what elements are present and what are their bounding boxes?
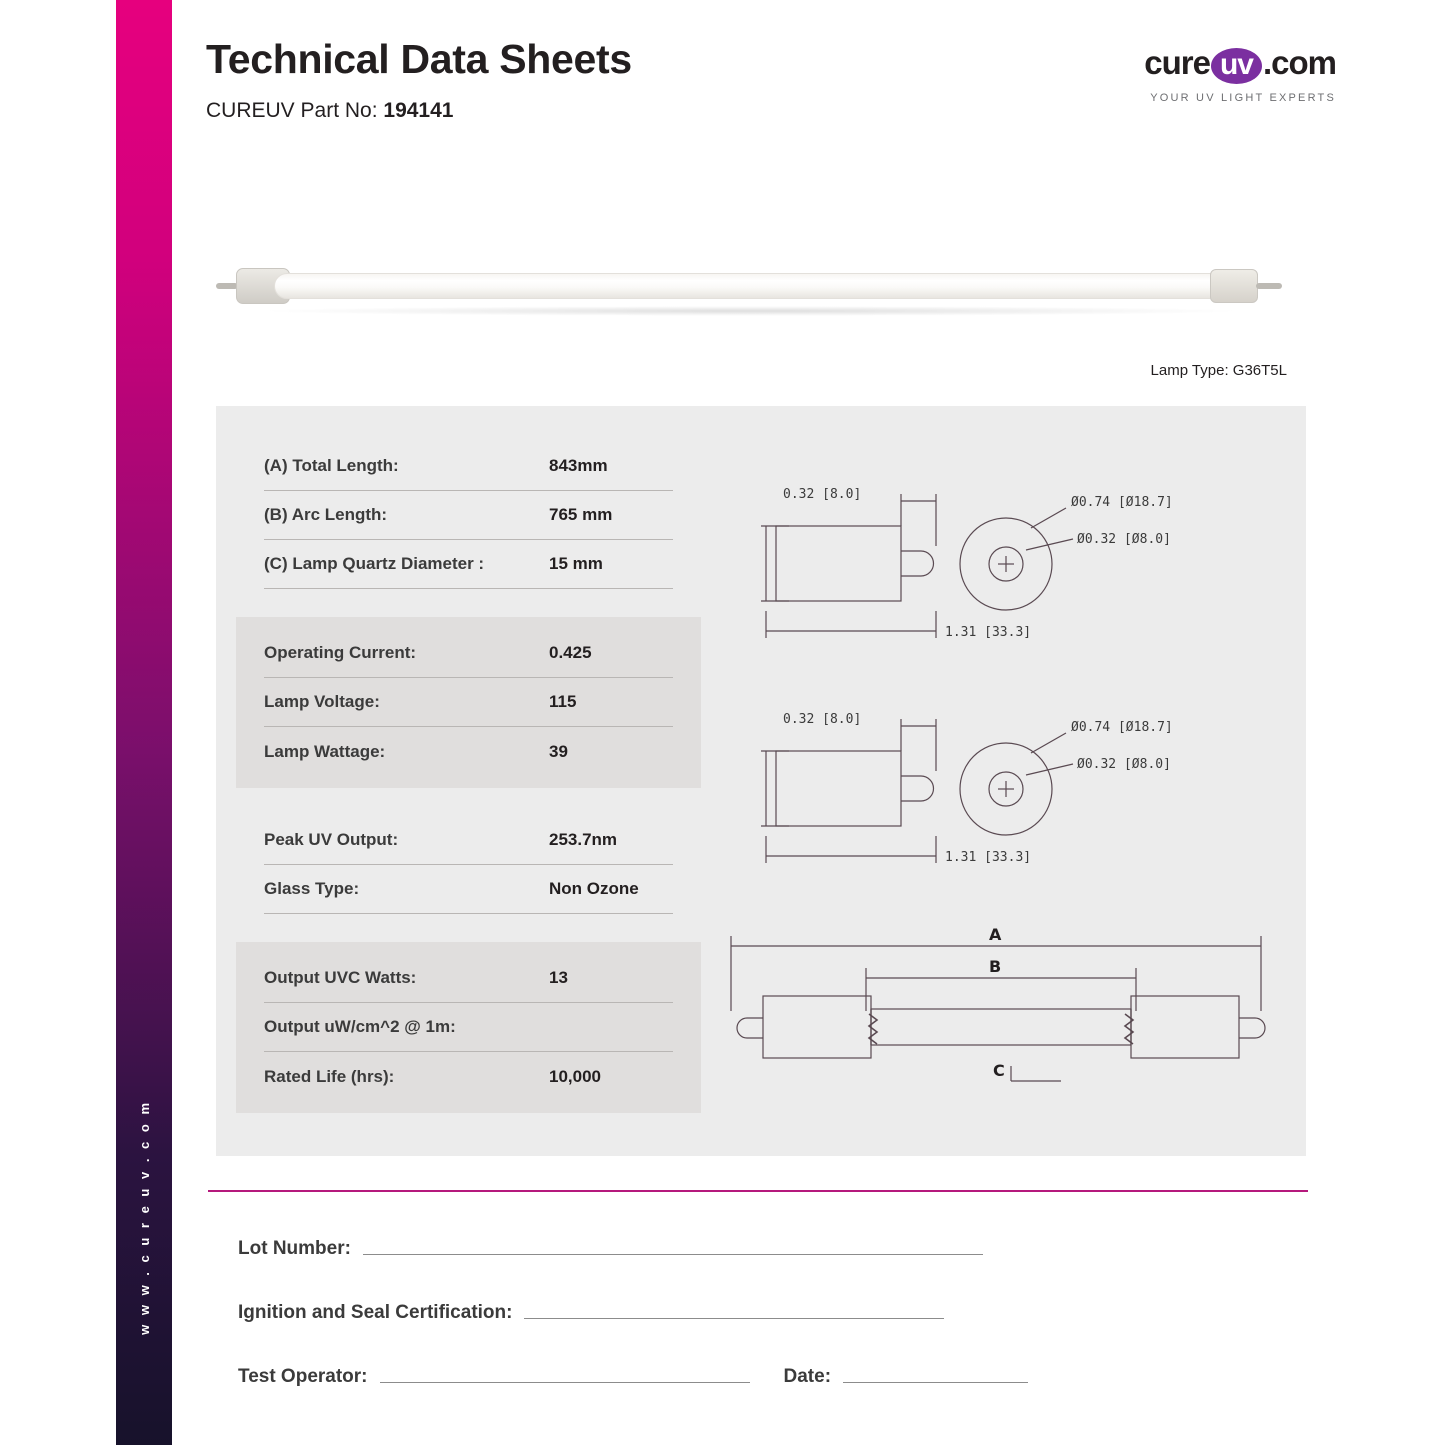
table-row (264, 727, 673, 776)
spec-label: (A) Total Length: (264, 456, 399, 475)
dia-outer-label-top: Ø0.74 [Ø18.7] (1071, 495, 1173, 510)
ignition-label: Ignition and Seal Certification: (238, 1302, 513, 1323)
specifications-table (236, 432, 701, 1113)
dim-bottom-label-top: 1.31 [33.3] (945, 625, 1032, 640)
dim-left-label-top: 0.32 [8.0] (783, 487, 862, 502)
spec-label: Peak UV Output: (264, 830, 399, 849)
date-input[interactable] (843, 1382, 1028, 1383)
table-row (264, 1052, 673, 1101)
header-titles (206, 36, 632, 123)
ignition-row (238, 1302, 1308, 1324)
spec-value: 253.7nm (549, 830, 618, 849)
table-row (264, 954, 673, 1003)
lamp-product-photo (216, 258, 1286, 316)
test-operator-input[interactable] (380, 1382, 750, 1383)
dim-left-label-bottom: 0.32 [8.0] (783, 712, 862, 727)
date-label: Date: (783, 1366, 832, 1387)
spec-label: (B) Arc Length: (264, 505, 388, 524)
spec-value: 115 (549, 692, 577, 711)
lot-number-input[interactable] (363, 1254, 983, 1255)
spacer (236, 924, 701, 942)
table-row (264, 491, 673, 540)
logo-cure-text: cure (1144, 44, 1210, 81)
spec-value: 10,000 (549, 1066, 601, 1086)
table-row (264, 678, 673, 727)
logo-tagline: YOUR UV LIGHT EXPERTS (1150, 92, 1336, 104)
spec-label: Rated Life (hrs): (264, 1066, 395, 1086)
lamp-pin-left (216, 283, 238, 289)
specifications-panel (216, 406, 1306, 1156)
spec-label: Lamp Wattage: (264, 741, 386, 761)
operator-date-row (238, 1366, 1308, 1388)
dia-inner-label-top: Ø0.32 [Ø8.0] (1077, 532, 1171, 547)
spec-group-dimensions (236, 432, 701, 599)
table-row (264, 1003, 673, 1052)
spec-value: 765 mm (549, 505, 613, 524)
spec-value: Non Ozone (549, 879, 639, 898)
table-row (264, 629, 673, 678)
spec-group-life (236, 942, 701, 1113)
spec-label: Output uW/cm^2 @ 1m: (264, 1017, 456, 1036)
dia-outer-label-bottom: Ø0.74 [Ø18.7] (1071, 720, 1173, 735)
dim-label-a: A (989, 925, 1002, 944)
lamp-cap-right (1210, 269, 1258, 303)
spacer (236, 599, 701, 617)
spec-label: Operating Current: (264, 643, 417, 662)
dim-label-b: B (989, 957, 1002, 976)
spec-label: Lamp Voltage: (264, 692, 380, 711)
spec-value: 0.425 (549, 643, 592, 662)
spec-label: (C) Lamp Quartz Diameter : (264, 554, 485, 573)
spec-group-output (236, 806, 701, 924)
brand-logo (1144, 36, 1336, 104)
dim-bottom-label-bottom: 1.31 [33.3] (945, 850, 1032, 865)
spec-value: 15 mm (549, 554, 603, 573)
table-row (264, 442, 673, 491)
spec-group-electrical (236, 617, 701, 788)
spec-label: Output UVC Watts: (264, 968, 417, 987)
spacer (236, 788, 701, 806)
part-number-prefix: CUREUV Part No: (206, 99, 378, 122)
lamp-shadow (256, 306, 1246, 316)
page-header (206, 36, 1336, 123)
technical-drawings (721, 466, 1286, 1136)
spec-value: 843mm (549, 456, 608, 475)
spec-value: 39 (549, 741, 568, 761)
table-row (264, 865, 673, 914)
sidebar-website-text (116, 0, 172, 1445)
logo-uv-badge: uv (1211, 48, 1262, 84)
lot-number-label: Lot Number: (238, 1238, 351, 1259)
logo-com-text: .com (1262, 44, 1336, 81)
table-row (264, 816, 673, 865)
spec-label: Glass Type: (264, 879, 360, 898)
lamp-tube (274, 273, 1224, 299)
test-operator-label: Test Operator: (238, 1366, 368, 1387)
footer-form (238, 1238, 1308, 1430)
page-title: Technical Data Sheets (206, 36, 632, 82)
ignition-input[interactable] (524, 1318, 944, 1319)
dia-inner-label-bottom: Ø0.32 [Ø8.0] (1077, 757, 1171, 772)
logo-wordmark (1144, 46, 1336, 84)
spec-value: 13 (549, 968, 568, 987)
part-number-value: 194141 (383, 99, 454, 122)
sidebar-website-label: w w w . c u r e u v . c o m (136, 1100, 152, 1335)
footer-divider (208, 1190, 1308, 1192)
drawings-svg (721, 466, 1286, 1136)
lot-number-row (238, 1238, 1308, 1260)
lamp-type-label: Lamp Type: G36T5L (1150, 362, 1287, 379)
dim-label-c: C (993, 1061, 1005, 1080)
table-row (264, 540, 673, 589)
lamp-pin-right (1256, 283, 1282, 289)
part-number-line (206, 99, 632, 123)
